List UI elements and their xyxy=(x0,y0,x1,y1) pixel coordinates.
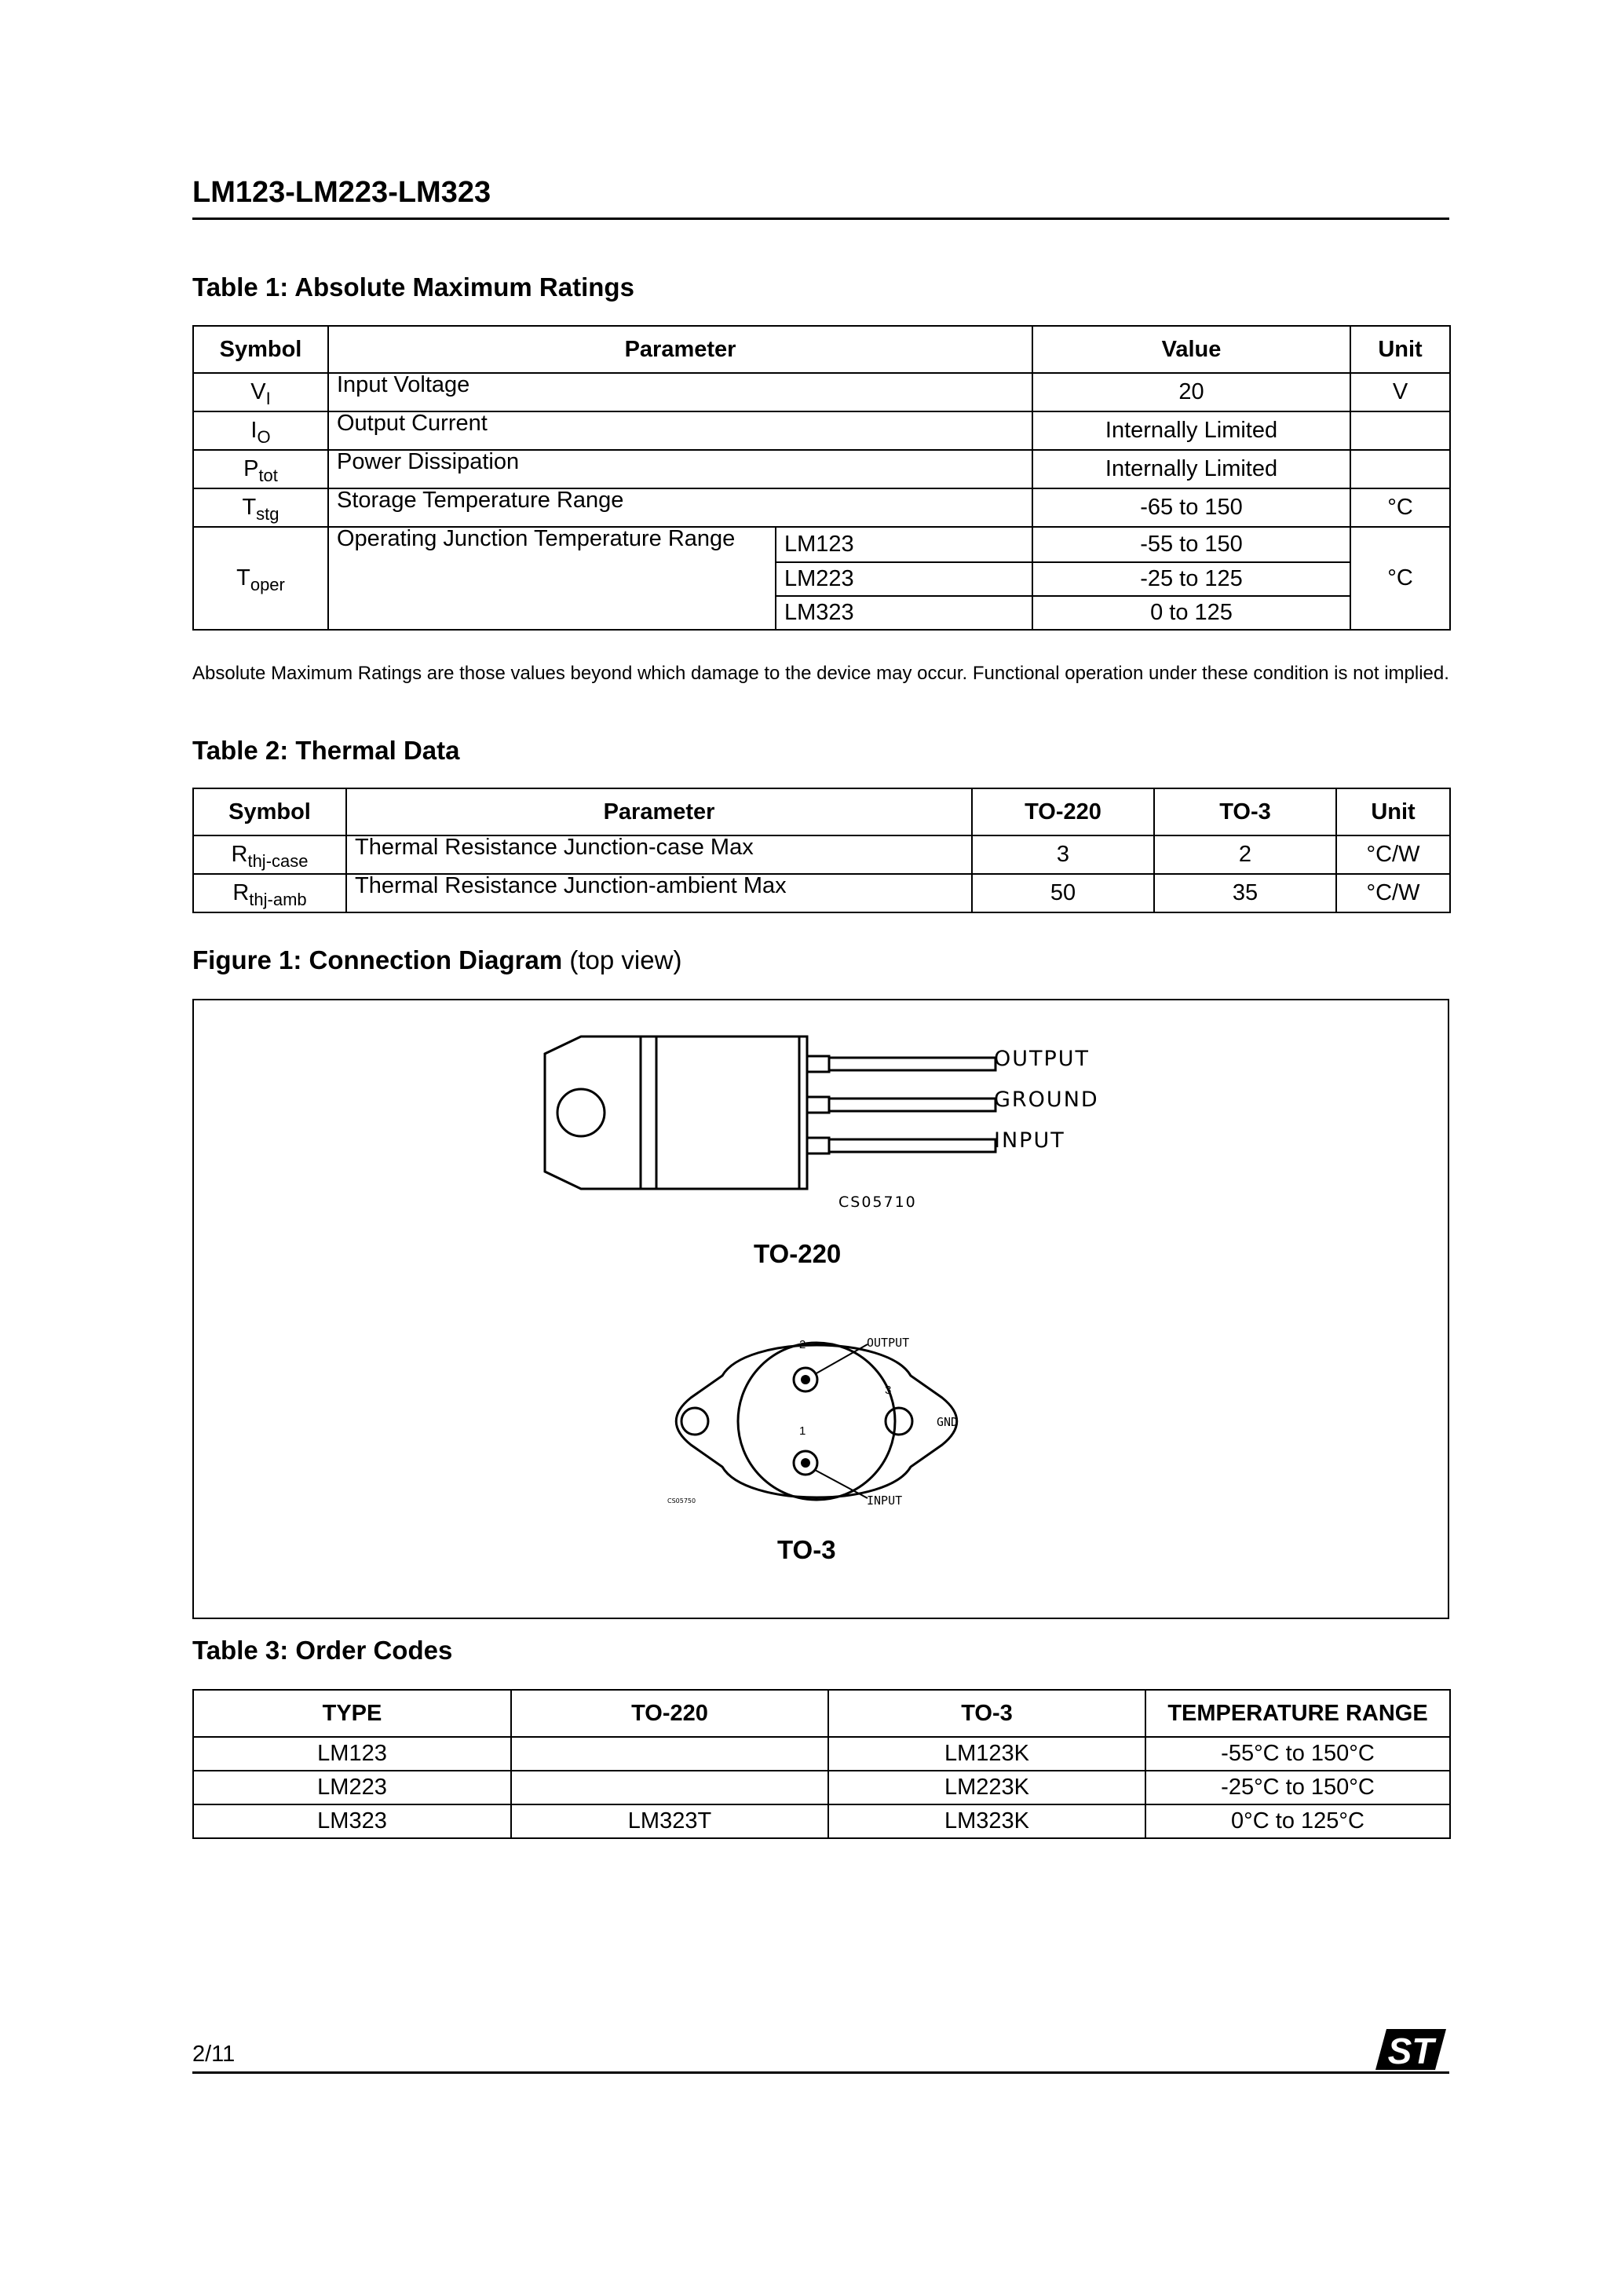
unit-cell: °C xyxy=(1350,488,1450,527)
parameter-cell: Thermal Resistance Junction-case Max xyxy=(346,835,972,874)
st-logo-text: ST xyxy=(1387,2031,1434,2071)
device-cell: LM223 xyxy=(776,562,1032,596)
value-cell: Internally Limited xyxy=(1032,450,1350,488)
table-row xyxy=(193,835,1450,874)
device-cell: LM123 xyxy=(776,527,1032,562)
parameter-cell: Thermal Resistance Junction-ambient Max xyxy=(346,874,972,912)
type-cell: LM223 xyxy=(193,1771,511,1804)
table-row xyxy=(193,1771,1450,1804)
to220-cell xyxy=(511,1771,828,1804)
table1-header-parameter: Parameter xyxy=(328,326,1032,373)
parameter-cell: Output Current xyxy=(328,411,1032,450)
page-number: 2/11 xyxy=(192,2042,236,2067)
parameter-cell: Operating Junction Temperature Range xyxy=(328,527,776,630)
ratings-note: Absolute Maximum Ratings are those values beyond which damage to the device may occur. Functional operation under these condition is not implied. xyxy=(192,663,1449,684)
to220-cell: LM323T xyxy=(511,1804,828,1838)
table2-header-symbol: Symbol xyxy=(193,788,346,835)
table2-header-to3: TO-3 xyxy=(1154,788,1336,835)
table-row xyxy=(193,488,1450,527)
to3-pin-gnd: GND xyxy=(937,1415,959,1429)
table1-header-symbol: Symbol xyxy=(193,326,328,373)
to3-cell: 2 xyxy=(1154,835,1336,874)
to3-cell: 35 xyxy=(1154,874,1336,912)
symbol-cell: $T_{oper}$ xyxy=(193,527,328,630)
value-cell: 0 to 125 xyxy=(1032,596,1350,630)
to220-pin-ground: GROUND xyxy=(994,1088,1099,1112)
to3-cell: LM123K xyxy=(828,1737,1145,1771)
table-row xyxy=(193,373,1450,411)
unit-cell xyxy=(1350,411,1450,450)
type-cell: LM123 xyxy=(193,1737,511,1771)
value-cell: -55 to 150 xyxy=(1032,527,1350,562)
to3-package-diagram xyxy=(652,1319,981,1523)
table2-header-to220: TO-220 xyxy=(972,788,1154,835)
table2-title: Table 2: Thermal Data xyxy=(192,736,460,765)
document-title: LM123-LM223-LM323 xyxy=(192,176,491,209)
table3-title: Table 3: Order Codes xyxy=(192,1636,453,1665)
value-cell: -25 to 125 xyxy=(1032,562,1350,596)
table-row xyxy=(193,1804,1450,1838)
symbol-cell: $R_{thj-case}$ xyxy=(193,835,346,874)
symbol-cell: $P_{tot}$ xyxy=(193,450,328,488)
unit-cell: °C xyxy=(1350,527,1450,630)
table3-header-to220: TO-220 xyxy=(511,1690,828,1737)
table3-header-temp-range: TEMPERATURE RANGE xyxy=(1145,1690,1450,1737)
temp-range-cell: -25°C to 150°C xyxy=(1145,1771,1450,1804)
to220-drawing-code: CS05710 xyxy=(838,1194,917,1211)
to220-cell xyxy=(511,1737,828,1771)
table3-header-to3: TO-3 xyxy=(828,1690,1145,1737)
to220-label: TO-220 xyxy=(754,1239,842,1268)
parameter-cell: Power Dissipation xyxy=(328,450,1032,488)
parameter-cell: Storage Temperature Range xyxy=(328,488,1032,527)
type-cell: LM323 xyxy=(193,1804,511,1838)
figure1-title: Figure 1: Connection Diagram (top view) xyxy=(192,945,682,974)
table-row xyxy=(193,411,1450,450)
unit-cell: °C/W xyxy=(1336,874,1450,912)
header-rule xyxy=(192,218,1449,220)
thermal-data-table xyxy=(192,788,1451,913)
unit-cell: V xyxy=(1350,373,1450,411)
st-logo-icon xyxy=(1375,2027,1448,2071)
to3-pin-output: OUTPUT xyxy=(867,1336,910,1350)
table2-header-unit: Unit xyxy=(1336,788,1450,835)
value-cell: 20 xyxy=(1032,373,1350,411)
table-row xyxy=(193,874,1450,912)
footer-rule xyxy=(192,2071,1449,2074)
table-row xyxy=(193,527,1450,562)
symbol-cell: $I_O$ xyxy=(193,411,328,450)
table1-header-value: Value xyxy=(1032,326,1350,373)
to3-cell: LM223K xyxy=(828,1771,1145,1804)
to3-pin-number-3: 3 xyxy=(885,1384,892,1397)
to3-drawing-code: CS05750 xyxy=(667,1497,696,1504)
table1-title: Table 1: Absolute Maximum Ratings xyxy=(192,272,634,302)
table2-header-parameter: Parameter xyxy=(346,788,972,835)
table-row xyxy=(193,450,1450,488)
symbol-cell: $R_{thj-amb}$ xyxy=(193,874,346,912)
temp-range-cell: -55°C to 150°C xyxy=(1145,1737,1450,1771)
to3-pin-number-1: 1 xyxy=(799,1424,806,1438)
to220-cell: 50 xyxy=(972,874,1154,912)
temp-range-cell: 0°C to 125°C xyxy=(1145,1804,1450,1838)
to3-pin-number-2: 2 xyxy=(799,1338,806,1351)
value-cell: Internally Limited xyxy=(1032,411,1350,450)
symbol-cell: $T_{stg}$ xyxy=(193,488,328,527)
table3-header-type: TYPE xyxy=(193,1690,511,1737)
absolute-max-ratings-table xyxy=(192,325,1451,631)
to220-cell: 3 xyxy=(972,835,1154,874)
unit-cell xyxy=(1350,450,1450,488)
to220-pin-output: OUTPUT xyxy=(994,1047,1090,1071)
device-cell: LM323 xyxy=(776,596,1032,630)
table1-header-unit: Unit xyxy=(1350,326,1450,373)
table-row xyxy=(193,1737,1450,1771)
to220-pin-input: INPUT xyxy=(994,1128,1065,1153)
symbol-cell: $V_I$ xyxy=(193,373,328,411)
unit-cell: °C/W xyxy=(1336,835,1450,874)
order-codes-table xyxy=(192,1689,1451,1839)
to3-label: TO-3 xyxy=(777,1535,836,1564)
to3-cell: LM323K xyxy=(828,1804,1145,1838)
to3-pin-input: INPUT xyxy=(867,1493,903,1508)
value-cell: -65 to 150 xyxy=(1032,488,1350,527)
parameter-cell: Input Voltage xyxy=(328,373,1032,411)
